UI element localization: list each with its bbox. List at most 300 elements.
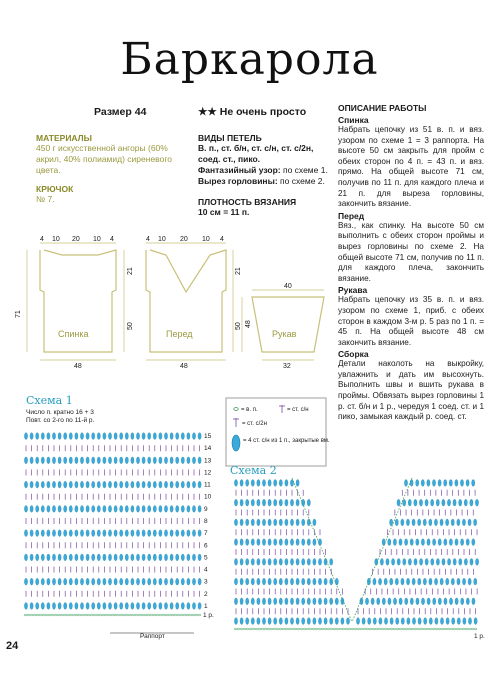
cluster-mark <box>153 433 156 440</box>
row-number: 3 <box>204 578 208 586</box>
cluster-mark <box>131 433 134 440</box>
cluster-mark <box>262 519 265 526</box>
cluster-mark <box>313 598 316 605</box>
cluster-mark <box>142 433 145 440</box>
cluster-mark <box>136 603 139 610</box>
cluster-mark <box>257 519 260 526</box>
cluster-mark <box>176 554 179 561</box>
cluster-mark <box>41 433 44 440</box>
cluster-mark <box>268 598 271 605</box>
cluster-mark <box>64 578 67 585</box>
cluster-mark <box>399 539 402 546</box>
chain-mark <box>171 614 173 616</box>
cluster-mark <box>36 554 39 561</box>
cluster-mark <box>192 603 195 610</box>
cluster-mark <box>52 457 55 464</box>
cluster-mark <box>52 481 55 488</box>
cluster-mark <box>69 433 72 440</box>
cluster-mark <box>69 481 72 488</box>
cluster-mark <box>384 578 387 585</box>
chain-mark <box>117 614 119 616</box>
cluster-mark <box>251 539 254 546</box>
cluster-mark <box>142 578 145 585</box>
cluster-mark <box>296 618 299 625</box>
cluster-mark <box>142 530 145 537</box>
cluster-mark <box>75 578 78 585</box>
scheme1-chart <box>24 433 201 616</box>
cluster-mark <box>234 558 237 565</box>
cluster-mark <box>475 558 478 565</box>
cluster-mark <box>464 499 467 506</box>
cluster-mark <box>97 433 100 440</box>
cluster-mark <box>24 554 27 561</box>
cluster-mark <box>58 530 61 537</box>
cluster-mark <box>474 578 477 585</box>
cluster-mark <box>468 519 471 526</box>
row-number: 9 <box>204 505 208 513</box>
chain-mark <box>255 628 257 630</box>
cluster-mark <box>330 578 333 585</box>
chain-mark <box>324 628 326 630</box>
cluster-mark <box>296 499 299 506</box>
cluster-mark <box>360 598 363 605</box>
cluster-mark <box>435 618 438 625</box>
back-dim-side2: 21 <box>127 267 134 275</box>
cluster-mark <box>401 618 404 625</box>
cluster-mark <box>36 481 39 488</box>
cluster-mark <box>181 457 184 464</box>
cluster-mark <box>47 603 50 610</box>
chain-mark <box>381 628 383 630</box>
cluster-mark <box>120 578 123 585</box>
cluster-mark <box>97 481 100 488</box>
hook-text: № 7. <box>36 194 55 204</box>
cluster-mark <box>108 530 111 537</box>
hook-heading: КРЮЧОК <box>36 184 74 194</box>
chain-mark <box>468 628 470 630</box>
cluster-mark <box>274 480 277 487</box>
row-number: 4 <box>204 566 208 574</box>
cluster-mark <box>58 505 61 512</box>
cluster-mark <box>192 554 195 561</box>
cluster-mark <box>47 481 50 488</box>
cluster-mark <box>41 554 44 561</box>
cluster-mark <box>114 603 117 610</box>
cluster-mark <box>58 554 61 561</box>
chain-mark <box>291 628 293 630</box>
chain-mark <box>303 628 305 630</box>
cluster-mark <box>164 505 167 512</box>
chain-mark <box>312 628 314 630</box>
cluster-mark <box>464 558 467 565</box>
cluster-mark <box>36 457 39 464</box>
chain-mark <box>177 614 179 616</box>
chain-mark <box>63 614 65 616</box>
cluster-mark <box>125 505 128 512</box>
cluster-mark <box>412 618 415 625</box>
chain-mark <box>90 614 92 616</box>
cluster-mark <box>446 618 449 625</box>
cluster-mark <box>80 433 83 440</box>
chain-mark <box>276 628 278 630</box>
cluster-mark <box>418 578 421 585</box>
chain-mark <box>270 628 272 630</box>
cluster-mark <box>176 578 179 585</box>
cluster-mark <box>257 480 260 487</box>
cluster-mark <box>274 618 277 625</box>
chain-mark <box>102 614 104 616</box>
page-title: Баркарола <box>120 34 379 85</box>
sleeve-outline <box>252 297 324 352</box>
cluster-mark <box>396 618 399 625</box>
chain-mark <box>258 628 260 630</box>
cluster-mark <box>447 558 450 565</box>
cluster-mark <box>92 578 95 585</box>
scheme1-note2: Повт. со 2-го по 11-й р. <box>26 417 95 424</box>
chain-mark <box>165 614 167 616</box>
cluster-mark <box>176 433 179 440</box>
cluster-mark <box>97 530 100 537</box>
cluster-mark <box>148 433 151 440</box>
cluster-mark <box>24 505 27 512</box>
cluster-mark <box>92 481 95 488</box>
cluster-mark <box>290 499 293 506</box>
cluster-mark <box>459 558 462 565</box>
cluster-mark <box>131 457 134 464</box>
cluster-mark <box>108 554 111 561</box>
chain-mark <box>186 614 188 616</box>
cluster-mark <box>187 457 190 464</box>
front-dim-top-2: 10 <box>158 236 166 243</box>
scheme1-first-row: 1 р. <box>203 612 214 619</box>
cluster-mark <box>468 618 471 625</box>
scheme1-title: Схема 1 <box>26 394 73 407</box>
cluster-mark <box>181 603 184 610</box>
cluster-mark <box>390 618 393 625</box>
cluster-mark <box>324 598 327 605</box>
cluster-mark <box>290 480 293 487</box>
neck-text: по схеме 2. <box>280 176 325 186</box>
row-number: 14 <box>204 445 212 453</box>
cluster-mark <box>92 603 95 610</box>
cluster-mark <box>475 499 478 506</box>
chain-mark <box>435 628 437 630</box>
cluster-mark <box>192 481 195 488</box>
cluster-mark <box>142 505 145 512</box>
cluster-mark <box>393 539 396 546</box>
cluster-mark <box>75 530 78 537</box>
legend-item-tr: = ст. с/2н <box>242 421 267 427</box>
cluster-mark <box>164 578 167 585</box>
scheme2-chart <box>234 478 478 630</box>
cluster-mark <box>114 530 117 537</box>
front-label: Перед <box>166 329 193 339</box>
cluster-mark <box>86 505 89 512</box>
chain-mark <box>336 628 338 630</box>
cluster-mark <box>30 481 33 488</box>
cluster-mark <box>431 499 434 506</box>
sleeves-text: Набрать цепочку из 35 в. п. и вяз. узором по схеме 1, приб. с обеих сторон в каждом 3-м р. 5 раз по 1 п. = 45 п. На общей высоте 48 см закончить вязание. <box>338 295 484 347</box>
cluster-mark <box>251 499 254 506</box>
cluster-mark <box>395 519 398 526</box>
cluster-mark <box>142 481 145 488</box>
cluster-mark <box>403 558 406 565</box>
chain-mark <box>99 614 101 616</box>
chain-mark <box>333 628 335 630</box>
cluster-mark <box>257 539 260 546</box>
cluster-mark <box>251 558 254 565</box>
cluster-mark <box>170 481 173 488</box>
cluster-mark <box>142 603 145 610</box>
cluster-mark <box>80 554 83 561</box>
cluster-mark <box>262 539 265 546</box>
cluster-mark <box>47 578 50 585</box>
cluster-mark <box>268 499 271 506</box>
cluster-mark <box>234 539 237 546</box>
chain-mark <box>309 628 311 630</box>
cluster-mark <box>148 554 151 561</box>
cluster-mark <box>131 603 134 610</box>
cluster-mark <box>423 578 426 585</box>
cluster-mark <box>108 433 111 440</box>
cluster-mark <box>234 480 237 487</box>
cluster-mark <box>449 480 452 487</box>
cluster-mark <box>425 558 428 565</box>
cluster-mark <box>108 603 111 610</box>
density-text: 10 см = 11 п. <box>198 207 250 217</box>
cluster-mark <box>164 530 167 537</box>
cluster-mark <box>153 578 156 585</box>
chain-mark <box>93 614 95 616</box>
cluster-mark <box>419 499 422 506</box>
cluster-mark <box>75 505 78 512</box>
cluster-mark <box>36 505 39 512</box>
chain-mark <box>45 614 47 616</box>
cluster-mark <box>416 598 419 605</box>
cluster-mark <box>136 505 139 512</box>
cluster-mark <box>262 618 265 625</box>
cluster-mark <box>103 433 106 440</box>
cluster-mark <box>80 457 83 464</box>
cluster-mark <box>472 539 475 546</box>
cluster-mark <box>290 618 293 625</box>
cluster-mark <box>47 457 50 464</box>
cluster-mark <box>30 554 33 561</box>
cluster-mark <box>125 578 128 585</box>
cluster-mark <box>419 558 422 565</box>
cluster-mark <box>198 530 201 537</box>
cluster-mark <box>176 603 179 610</box>
chain-mark <box>105 614 107 616</box>
cluster-mark <box>75 603 78 610</box>
cluster-mark <box>406 578 409 585</box>
chain-mark <box>252 628 254 630</box>
cluster-mark <box>324 578 327 585</box>
cluster-mark <box>268 519 271 526</box>
chain-mark <box>168 614 170 616</box>
cluster-mark <box>262 598 265 605</box>
cluster-mark <box>92 505 95 512</box>
cluster-mark <box>181 554 184 561</box>
cluster-mark <box>410 539 413 546</box>
cluster-mark <box>86 603 89 610</box>
chain-mark <box>264 628 266 630</box>
cluster-mark <box>262 480 265 487</box>
cluster-mark <box>421 598 424 605</box>
back-text: Набрать цепочку из 51 в. п. и вяз. узором по схеме 1 = 3 раппорта. На высоте 50 см закрыть для пройм с обеих сторон по 4 п. = 43 п. и вяз. прямо. На общей высоте 71 см, получив по 11 п. для каждого плеча и 21 п. для выреза горловины, закончить вязание. <box>338 125 484 209</box>
chain-mark <box>75 614 77 616</box>
chain-mark <box>273 628 275 630</box>
cluster-mark <box>108 481 111 488</box>
cluster-mark <box>114 481 117 488</box>
cluster-mark <box>285 578 288 585</box>
cluster-mark <box>449 598 452 605</box>
neck-edge-left <box>292 478 352 622</box>
cluster-mark <box>108 578 111 585</box>
chain-mark <box>141 614 143 616</box>
cluster-mark <box>136 554 139 561</box>
cluster-mark <box>131 578 134 585</box>
chain-mark <box>411 628 413 630</box>
cluster-mark <box>97 578 100 585</box>
back-dim-bottom: 48 <box>74 363 82 370</box>
cluster-mark <box>453 558 456 565</box>
row-number: 2 <box>204 590 208 598</box>
cluster-mark <box>125 457 128 464</box>
chain-mark <box>399 628 401 630</box>
chain-mark <box>39 614 41 616</box>
chain-mark <box>339 628 341 630</box>
cluster-mark <box>457 519 460 526</box>
cluster-mark <box>198 554 201 561</box>
cluster-mark <box>142 554 145 561</box>
cluster-mark <box>472 480 475 487</box>
chain-mark <box>57 614 59 616</box>
cluster-mark <box>114 554 117 561</box>
cluster-mark <box>103 530 106 537</box>
cluster-mark <box>313 558 316 565</box>
cluster-mark <box>148 578 151 585</box>
cluster-mark <box>423 519 426 526</box>
chain-mark <box>444 628 446 630</box>
cluster-mark <box>125 554 128 561</box>
row-number: 8 <box>204 518 208 525</box>
cluster-mark <box>159 481 162 488</box>
cluster-mark <box>379 618 382 625</box>
chain-mark <box>426 628 428 630</box>
cluster-mark <box>302 598 305 605</box>
cluster-mark <box>262 499 265 506</box>
cluster-mark <box>80 603 83 610</box>
cluster-mark <box>416 539 419 546</box>
cluster-mark <box>246 558 249 565</box>
chain-mark <box>108 614 110 616</box>
row-number: 10 <box>204 493 212 501</box>
chain-mark <box>267 628 269 630</box>
cluster-mark <box>418 618 421 625</box>
cluster-mark <box>318 578 321 585</box>
cluster-mark <box>436 499 439 506</box>
cluster-mark <box>240 539 243 546</box>
cluster-mark <box>461 598 464 605</box>
back-dim-top-4: 10 <box>93 236 101 243</box>
chain-mark <box>111 614 113 616</box>
chain-mark <box>420 628 422 630</box>
cluster-mark <box>181 433 184 440</box>
cluster-mark <box>24 578 27 585</box>
cluster-mark <box>131 554 134 561</box>
cluster-mark <box>368 618 371 625</box>
cluster-mark <box>373 578 376 585</box>
cluster-mark <box>52 603 55 610</box>
cluster-mark <box>474 519 477 526</box>
cluster-mark <box>198 505 201 512</box>
cluster-mark <box>170 505 173 512</box>
cluster-mark <box>103 554 106 561</box>
cluster-mark <box>268 539 271 546</box>
cluster-mark <box>279 618 282 625</box>
cluster-mark <box>429 519 432 526</box>
cluster-mark <box>386 558 389 565</box>
cluster-mark <box>187 530 190 537</box>
cluster-mark <box>120 554 123 561</box>
chain-mark <box>366 628 368 630</box>
front-dim-top-1: 4 <box>146 236 150 243</box>
cluster-mark <box>176 505 179 512</box>
chain-mark <box>432 628 434 630</box>
cluster-mark <box>442 558 445 565</box>
cluster-mark <box>285 499 288 506</box>
cluster-mark <box>120 433 123 440</box>
cluster-mark <box>164 481 167 488</box>
cluster-mark <box>64 481 67 488</box>
chain-mark <box>72 614 74 616</box>
cluster-mark <box>36 578 39 585</box>
cluster-mark <box>47 554 50 561</box>
chain-mark <box>195 614 197 616</box>
cluster-mark <box>240 598 243 605</box>
cluster-mark <box>103 505 106 512</box>
chain-mark <box>159 614 161 616</box>
front-dim-top-4: 10 <box>202 236 210 243</box>
chain-mark <box>237 628 239 630</box>
cluster-mark <box>451 519 454 526</box>
cluster-mark <box>388 598 391 605</box>
cluster-mark <box>296 519 299 526</box>
cluster-mark <box>438 480 441 487</box>
cluster-mark <box>412 578 415 585</box>
cluster-mark <box>131 481 134 488</box>
cluster-mark <box>41 481 44 488</box>
legend-item-chain: = в. п. <box>241 407 258 413</box>
row-number: 6 <box>204 542 208 550</box>
cluster-mark <box>181 505 184 512</box>
chain-mark <box>78 614 80 616</box>
cluster-mark <box>148 603 151 610</box>
chain-mark <box>378 628 380 630</box>
chain-mark <box>354 628 356 630</box>
cluster-mark <box>285 558 288 565</box>
cluster-mark <box>192 505 195 512</box>
cluster-mark <box>120 530 123 537</box>
cluster-mark <box>131 505 134 512</box>
cluster-mark <box>452 618 455 625</box>
cluster-mark <box>75 554 78 561</box>
row-number: 15 <box>204 433 212 441</box>
cluster-mark <box>365 598 368 605</box>
cluster-mark <box>75 433 78 440</box>
cluster-mark <box>390 519 393 526</box>
